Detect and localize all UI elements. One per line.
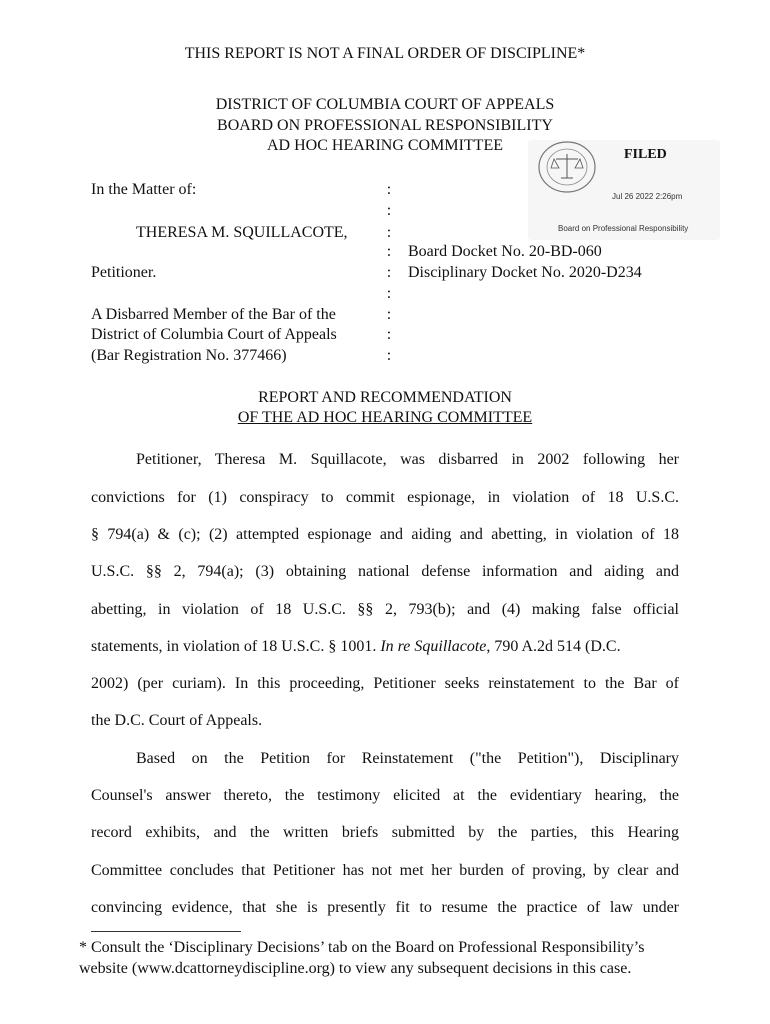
- body-line: Petitioner, Theresa M. Squillacote, was disbarred in 2002 following her: [136, 451, 679, 468]
- report-subtitle-text: OF THE AD HOC HEARING COMMITTEE: [237, 409, 533, 426]
- caption-role: Petitioner.: [91, 264, 157, 281]
- filed-board: Board on Professional Responsibility: [558, 224, 689, 233]
- body-line: the D.C. Court of Appeals.: [91, 712, 263, 729]
- report-title: REPORT AND RECOMMENDATION: [258, 389, 512, 406]
- disciplinary-docket-number: Disciplinary Docket No. 2020-D234: [408, 264, 642, 281]
- filed-date: Jul 26 2022 2:26pm: [612, 192, 683, 201]
- disclaimer-heading: THIS REPORT IS NOT A FINAL ORDER OF DISCIPLINE*: [184, 45, 586, 62]
- body-line: Committee concludes that Petitioner has not met her burden of proving, by clear and: [91, 862, 679, 879]
- body-line: convictions for (1) conspiracy to commit espionage, in violation of 18 U.S.C.: [91, 489, 679, 506]
- caption-bar-registration: (Bar Registration No. 377466): [91, 347, 287, 364]
- committee-heading: AD HOC HEARING COMMITTEE: [267, 137, 503, 154]
- caption-colon: :: [386, 306, 392, 323]
- body-line: convincing evidence, that she is presently fit to resume the practice of law under: [91, 899, 679, 916]
- caption-colon: :: [386, 181, 392, 198]
- caption-petitioner-name: THERESA M. SQUILLACOTE,: [136, 224, 348, 241]
- caption-colon: :: [386, 326, 392, 343]
- body-line: § 794(a) & (c); (2) attempted espionage and aiding and abetting, in violation of 18: [91, 526, 679, 543]
- caption-desc-line: A Disbarred Member of the Bar of the: [91, 306, 336, 323]
- case-citation: In re Squillacote: [380, 638, 487, 655]
- footnote-line: website (www.dcattorneydiscipline.org) to view any subsequent decisions in this case.: [79, 960, 632, 977]
- report-subtitle: [0, 408, 770, 428]
- board-heading: BOARD ON PROFESSIONAL RESPONSIBILITY: [217, 117, 553, 134]
- caption-colon: :: [386, 224, 392, 241]
- body-line: [91, 637, 679, 657]
- body-line: Counsel's answer thereto, the testimony elicited at the evidentiary hearing, the: [91, 787, 679, 804]
- body-line: 2002) (per curiam). In this proceeding, Petitioner seeks reinstatement to the Bar of: [91, 675, 679, 692]
- filed-label: FILED: [624, 147, 667, 162]
- footnote-line: * Consult the ‘Disciplinary Decisions’ tab on the Board on Professional Responsibility’s: [79, 939, 645, 956]
- board-seal-icon: [534, 140, 600, 194]
- caption-colon: :: [386, 202, 392, 219]
- body-text: statements, in violation of 18 U.S.C. § 1001.: [91, 638, 377, 655]
- body-line: Based on the Petition for Reinstatement ("the Petition"), Disciplinary: [136, 750, 679, 767]
- caption-colon: :: [386, 347, 392, 364]
- body-line: U.S.C. §§ 2, 794(a); (3) obtaining national defense information and aiding and: [91, 563, 679, 580]
- body-line: record exhibits, and the written briefs submitted by the parties, this Hearing: [91, 824, 679, 841]
- caption-colon: :: [386, 243, 392, 260]
- caption-desc-line: District of Columbia Court of Appeals: [91, 326, 337, 343]
- caption-matter: In the Matter of:: [91, 181, 197, 198]
- caption-colon: :: [386, 264, 392, 281]
- court-heading: DISTRICT OF COLUMBIA COURT OF APPEALS: [215, 96, 555, 113]
- case-citation-rest: , 790 A.2d 514 (D.C.: [486, 638, 621, 655]
- board-docket-number: Board Docket No. 20-BD-060: [408, 243, 602, 260]
- body-line: abetting, in violation of 18 U.S.C. §§ 2, 793(b); and (4) making false official: [91, 601, 679, 618]
- caption-colon: :: [386, 285, 392, 302]
- footnote-divider: [91, 931, 241, 932]
